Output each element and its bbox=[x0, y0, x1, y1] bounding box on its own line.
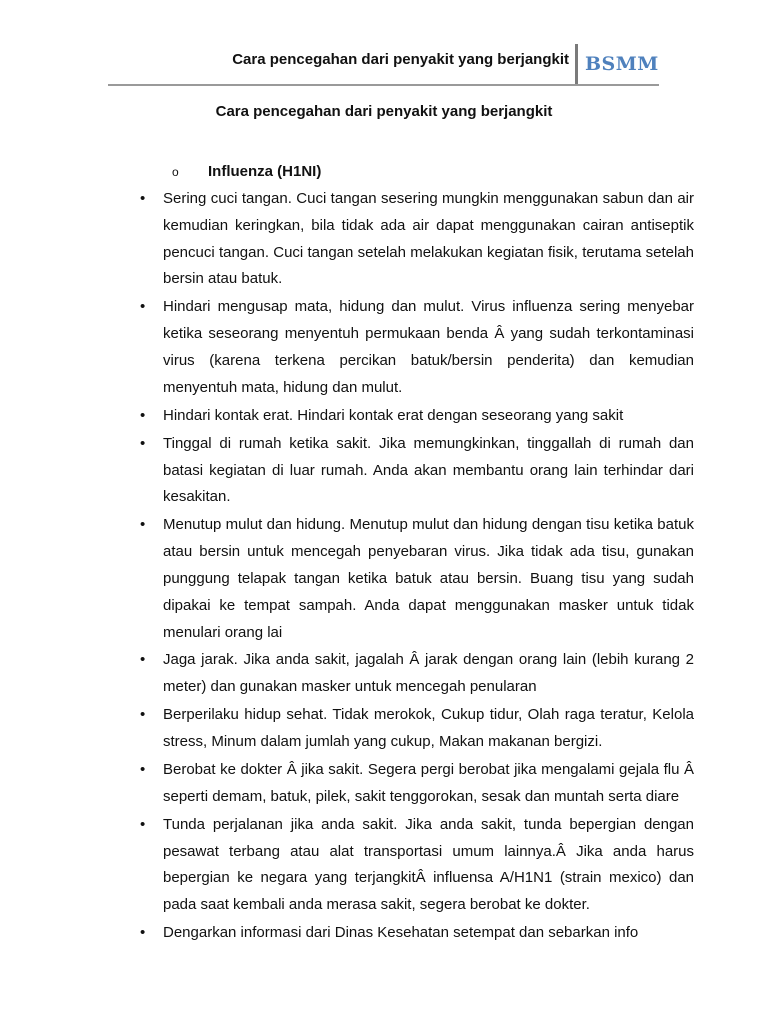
bullet-item bbox=[140, 920, 694, 947]
bullet-dot: • bbox=[140, 434, 146, 452]
bullet-text: Dengarkan informasi dari Dinas Kesehatan setempat dan sebarkan info bbox=[163, 924, 639, 942]
bullet-item bbox=[140, 647, 694, 701]
bullet-item bbox=[140, 431, 694, 511]
bullet-text: Berperilaku hidup sehat. Tidak merokok, Cukup tidur, Olah raga teratur, Kelola stress, Minum dalam jumlah yang cukup, Makan makanan bergizi. bbox=[163, 706, 694, 751]
bullet-text: Hindari kontak erat. Hindari kontak erat dengan seseorang yang sakit bbox=[163, 406, 624, 424]
bullet-list bbox=[140, 186, 694, 948]
bullet-text: Hindari mengusap mata, hidung dan mulut. Virus influenza sering menyebar ketika seseorang menyentuh permukaan benda Â yang sudah terkontaminasi virus (karena terkena percikan batuk/bersin penderita) dan kemudian menyentuh mata, hidung dan mulut. bbox=[163, 298, 694, 396]
bullet-item bbox=[140, 702, 694, 756]
bullet-item bbox=[140, 294, 694, 401]
subheading-marker: o bbox=[172, 165, 179, 179]
bullet-text: Tunda perjalanan jika anda sakit. Jika anda sakit, tunda bepergian dengan pesawat terbang atau alat transportasi umum lainnya.Â Jika anda harus bepergian ke negara yang terjangkitÂ influensa A/H1N1 (strain mexico) dan pada saat kembali anda merasa sakit, segera berobat ke dokter. bbox=[163, 815, 694, 914]
subheading bbox=[174, 163, 321, 180]
bullet-dot: • bbox=[140, 651, 146, 669]
bullet-dot: • bbox=[140, 924, 146, 942]
bullet-item bbox=[140, 186, 694, 293]
header-logo: BSMM bbox=[585, 53, 659, 75]
header-divider bbox=[575, 44, 578, 84]
bullet-dot: • bbox=[140, 298, 146, 316]
bullet-dot: • bbox=[140, 516, 146, 534]
bullet-dot: • bbox=[140, 815, 146, 833]
bullet-dot: • bbox=[140, 706, 146, 724]
bullet-text: Tinggal di rumah ketika sakit. Jika memungkinkan, tinggallah di rumah dan batasi kegiatan di luar rumah. Anda akan membantu orang lain terhindar dari kesakitan. bbox=[163, 434, 694, 506]
bullet-text: Menutup mulut dan hidung. Menutup mulut dan hidung dengan tisu ketika batuk atau bersin untuk mencegah penyebaran virus. Jika tidak ada tisu, gunakan punggung telapak tangan ketika batuk atau bersin. Buang tisu yang sudah dipakai ke tempat sampah. Anda dapat menggunakan masker untuk tidak menulari orang lai bbox=[163, 516, 694, 641]
bullet-text: Jaga jarak. Jika anda sakit, jagalah Â jarak dengan orang lain (lebih kurang 2 meter) dan gunakan masker untuk mencegah penularan bbox=[163, 651, 694, 696]
page-header bbox=[108, 44, 659, 86]
bullet-item bbox=[140, 757, 694, 811]
bullet-item bbox=[140, 512, 694, 646]
bullet-item bbox=[140, 403, 694, 430]
bullet-dot: • bbox=[140, 190, 146, 207]
document-title: Cara pencegahan dari penyakit yang berjangkit bbox=[215, 103, 553, 120]
subheading-text: Influenza (H1NI) bbox=[208, 163, 322, 180]
bullet-text: Berobat ke dokter Â jika sakit. Segera pergi berobat jika mengalami gejala flu Â seperti demam, batuk, pilek, sakit tenggorokan, sesak dan muntah serta diare bbox=[163, 761, 694, 805]
bullet-dot: • bbox=[140, 406, 146, 424]
bullet-item bbox=[140, 812, 694, 919]
header-title: Cara pencegahan dari penyakit yang berjangkit bbox=[232, 51, 569, 68]
bullet-text: Sering cuci tangan. Cuci tangan sesering mungkin menggunakan sabun dan air kemudian keringkan, bila tidak ada air dapat menggunakan cairan antiseptik pencuci tangan. Cuci tangan setelah melakukan kegiatan fisik, terutama setelah bersin atau batuk. bbox=[163, 190, 694, 288]
bullet-dot: • bbox=[140, 761, 146, 779]
